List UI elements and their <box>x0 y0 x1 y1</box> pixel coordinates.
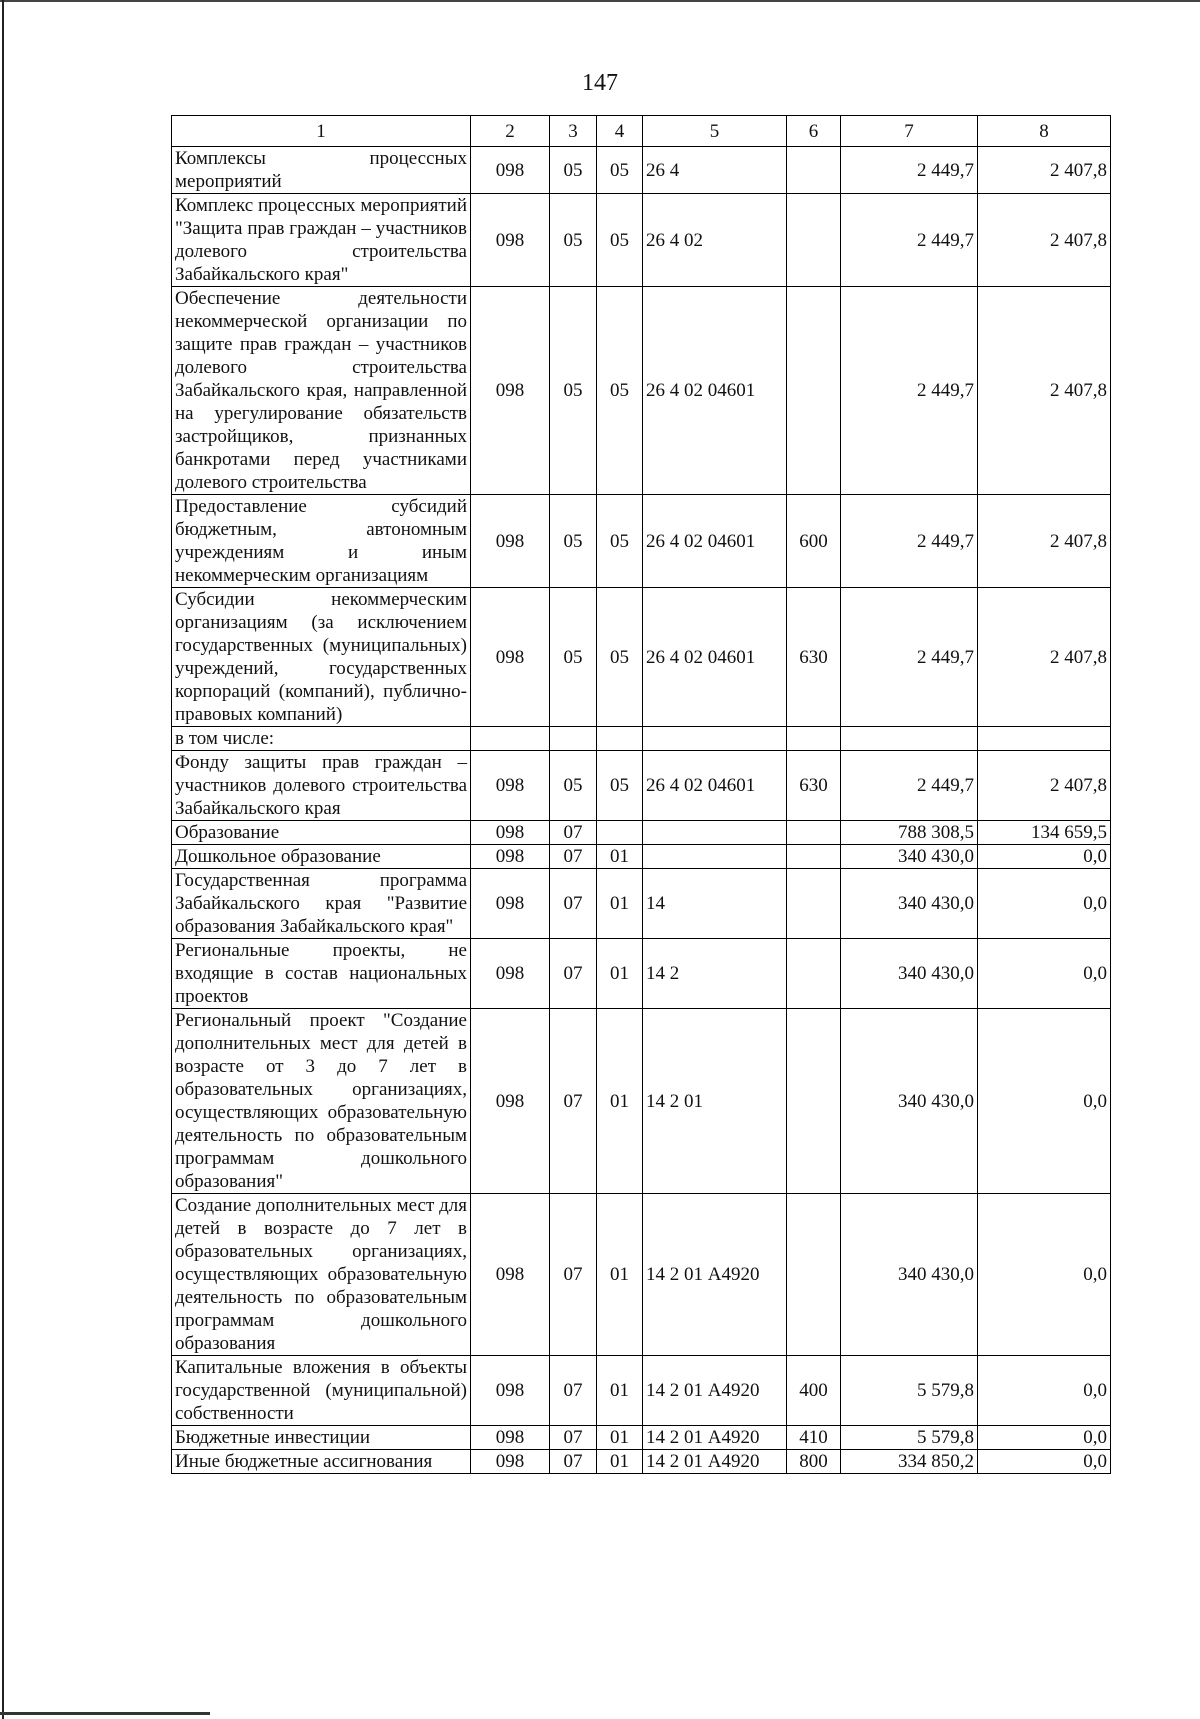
subsection-code-cell: 01 <box>597 1009 643 1194</box>
row-name-cell: в том числе: <box>172 727 471 751</box>
row-name-cell: Создание дополнительных мест для детей в возрасте до 7 лет в образовательных организациях, осуществляющих образовательную деятельность по образовательным программам дошкольного образования <box>172 1194 471 1356</box>
amount-year2-cell: 2 407,8 <box>978 287 1111 495</box>
row-name-cell: Предоставление субсидий бюджетным, автономным учреждениям и иным некоммерческим организациям <box>172 495 471 588</box>
amount-year1-cell: 2 449,7 <box>841 287 978 495</box>
subsection-code-cell: 05 <box>597 194 643 287</box>
subsection-code-cell: 05 <box>597 495 643 588</box>
subsection-code-cell: 01 <box>597 1450 643 1474</box>
table-row <box>172 588 1111 727</box>
expense-type-cell <box>787 845 841 869</box>
subsection-code-cell <box>597 727 643 751</box>
amount-year1-cell: 5 579,8 <box>841 1426 978 1450</box>
target-article-cell <box>643 845 787 869</box>
amount-year1-cell: 340 430,0 <box>841 845 978 869</box>
scan-edge-top <box>0 0 1200 2</box>
subsection-code-cell: 05 <box>597 287 643 495</box>
row-name-cell: Образование <box>172 821 471 845</box>
row-name-cell: Региональные проекты, не входящие в состав национальных проектов <box>172 939 471 1009</box>
row-name-cell: Иные бюджетные ассигнования <box>172 1450 471 1474</box>
section-code-cell: 05 <box>550 194 597 287</box>
expense-type-cell <box>787 1009 841 1194</box>
subsection-code-cell: 01 <box>597 1426 643 1450</box>
row-name-cell: Дошкольное образование <box>172 845 471 869</box>
table-row <box>172 1194 1111 1356</box>
target-article-cell: 14 2 01 <box>643 1009 787 1194</box>
gr-code-cell: 098 <box>471 495 550 588</box>
section-code-cell: 05 <box>550 751 597 821</box>
gr-code-cell: 098 <box>471 939 550 1009</box>
table-row <box>172 194 1111 287</box>
expense-type-cell: 410 <box>787 1426 841 1450</box>
row-name-cell: Обеспечение деятельности некоммерческой организации по защите прав граждан – участников долевого строительства Забайкальского края, направленной на урегулирование обязательств застройщиков, признанных банкротами перед участниками долевого строительства <box>172 287 471 495</box>
target-article-cell: 26 4 02 04601 <box>643 287 787 495</box>
gr-code-cell: 098 <box>471 1009 550 1194</box>
scan-edge-left <box>2 0 4 1719</box>
table-row <box>172 1426 1111 1450</box>
section-code-cell: 07 <box>550 939 597 1009</box>
row-name-cell: Капитальные вложения в объекты государственной (муниципальной) собственности <box>172 1356 471 1426</box>
table-row <box>172 287 1111 495</box>
section-code-cell: 07 <box>550 1194 597 1356</box>
expense-type-cell <box>787 821 841 845</box>
amount-year2-cell: 0,0 <box>978 1009 1111 1194</box>
amount-year2-cell: 0,0 <box>978 1450 1111 1474</box>
expense-type-cell: 630 <box>787 751 841 821</box>
amount-year2-cell: 0,0 <box>978 939 1111 1009</box>
section-code-cell: 05 <box>550 147 597 194</box>
col-header-6: 6 <box>787 116 841 147</box>
table-row <box>172 751 1111 821</box>
section-code-cell: 07 <box>550 1009 597 1194</box>
subsection-code-cell: 01 <box>597 1194 643 1356</box>
table-row <box>172 1356 1111 1426</box>
amount-year2-cell: 2 407,8 <box>978 588 1111 727</box>
gr-code-cell: 098 <box>471 1450 550 1474</box>
table-row <box>172 1450 1111 1474</box>
target-article-cell: 14 2 01 А4920 <box>643 1194 787 1356</box>
col-header-4: 4 <box>597 116 643 147</box>
amount-year2-cell <box>978 727 1111 751</box>
budget-table <box>171 115 1111 1474</box>
table-row <box>172 727 1111 751</box>
amount-year1-cell: 788 308,5 <box>841 821 978 845</box>
gr-code-cell: 098 <box>471 751 550 821</box>
section-code-cell: 07 <box>550 845 597 869</box>
amount-year1-cell: 340 430,0 <box>841 1009 978 1194</box>
amount-year2-cell: 0,0 <box>978 1356 1111 1426</box>
target-article-cell <box>643 727 787 751</box>
amount-year1-cell: 2 449,7 <box>841 495 978 588</box>
row-name-cell: Комплекс процессных мероприятий "Защита прав граждан – участников долевого строительства Забайкальского края" <box>172 194 471 287</box>
target-article-cell <box>643 821 787 845</box>
amount-year2-cell: 2 407,8 <box>978 495 1111 588</box>
row-name-cell: Региональный проект "Создание дополнительных мест для детей в возрасте от 3 до 7 лет в образовательных организациях, осуществляющих образовательную деятельность по образовательным программам дошкольного образования" <box>172 1009 471 1194</box>
table-row <box>172 869 1111 939</box>
col-header-8: 8 <box>978 116 1111 147</box>
expense-type-cell <box>787 1194 841 1356</box>
amount-year2-cell: 134 659,5 <box>978 821 1111 845</box>
gr-code-cell: 098 <box>471 1194 550 1356</box>
table-row <box>172 939 1111 1009</box>
target-article-cell: 14 2 01 А4920 <box>643 1426 787 1450</box>
subsection-code-cell: 01 <box>597 939 643 1009</box>
scan-edge-bottom <box>0 1712 210 1715</box>
table-row <box>172 147 1111 194</box>
amount-year2-cell: 0,0 <box>978 1426 1111 1450</box>
table-row <box>172 845 1111 869</box>
amount-year1-cell: 2 449,7 <box>841 588 978 727</box>
gr-code-cell: 098 <box>471 1356 550 1426</box>
section-code-cell <box>550 727 597 751</box>
amount-year1-cell: 2 449,7 <box>841 194 978 287</box>
amount-year2-cell: 2 407,8 <box>978 751 1111 821</box>
subsection-code-cell: 05 <box>597 588 643 727</box>
col-header-2: 2 <box>471 116 550 147</box>
expense-type-cell <box>787 194 841 287</box>
subsection-code-cell: 05 <box>597 147 643 194</box>
section-code-cell: 07 <box>550 821 597 845</box>
row-name-cell: Комплексы процессных мероприятий <box>172 147 471 194</box>
expense-type-cell <box>787 939 841 1009</box>
expense-type-cell <box>787 287 841 495</box>
target-article-cell: 14 2 01 А4920 <box>643 1356 787 1426</box>
amount-year2-cell: 2 407,8 <box>978 194 1111 287</box>
gr-code-cell: 098 <box>471 588 550 727</box>
amount-year1-cell: 2 449,7 <box>841 147 978 194</box>
target-article-cell: 26 4 02 04601 <box>643 751 787 821</box>
target-article-cell: 26 4 02 <box>643 194 787 287</box>
expense-type-cell: 800 <box>787 1450 841 1474</box>
gr-code-cell: 098 <box>471 287 550 495</box>
expense-type-cell <box>787 727 841 751</box>
subsection-code-cell: 01 <box>597 845 643 869</box>
target-article-cell: 14 <box>643 869 787 939</box>
subsection-code-cell: 01 <box>597 869 643 939</box>
gr-code-cell: 098 <box>471 1426 550 1450</box>
col-header-7: 7 <box>841 116 978 147</box>
amount-year1-cell <box>841 727 978 751</box>
expense-type-cell <box>787 869 841 939</box>
col-header-1: 1 <box>172 116 471 147</box>
row-name-cell: Субсидии некоммерческим организациям (за исключением государственных (муниципальных) учреждений, государственных корпораций (компаний), публично-правовых компаний) <box>172 588 471 727</box>
table-row <box>172 495 1111 588</box>
amount-year2-cell: 2 407,8 <box>978 147 1111 194</box>
row-name-cell: Бюджетные инвестиции <box>172 1426 471 1450</box>
target-article-cell: 26 4 02 04601 <box>643 588 787 727</box>
target-article-cell: 26 4 02 04601 <box>643 495 787 588</box>
target-article-cell: 14 2 <box>643 939 787 1009</box>
section-code-cell: 07 <box>550 1426 597 1450</box>
section-code-cell: 05 <box>550 588 597 727</box>
amount-year1-cell: 5 579,8 <box>841 1356 978 1426</box>
target-article-cell: 14 2 01 А4920 <box>643 1450 787 1474</box>
col-header-5: 5 <box>643 116 787 147</box>
amount-year2-cell: 0,0 <box>978 869 1111 939</box>
section-code-cell: 07 <box>550 869 597 939</box>
section-code-cell: 07 <box>550 1356 597 1426</box>
amount-year1-cell: 340 430,0 <box>841 869 978 939</box>
gr-code-cell: 098 <box>471 194 550 287</box>
amount-year1-cell: 334 850,2 <box>841 1450 978 1474</box>
section-code-cell: 05 <box>550 495 597 588</box>
target-article-cell: 26 4 <box>643 147 787 194</box>
table-row <box>172 821 1111 845</box>
gr-code-cell: 098 <box>471 869 550 939</box>
subsection-code-cell <box>597 821 643 845</box>
amount-year2-cell: 0,0 <box>978 845 1111 869</box>
table-body <box>172 116 1111 1474</box>
expense-type-cell: 630 <box>787 588 841 727</box>
col-header-3: 3 <box>550 116 597 147</box>
expense-type-cell: 400 <box>787 1356 841 1426</box>
expense-type-cell <box>787 147 841 194</box>
amount-year1-cell: 2 449,7 <box>841 751 978 821</box>
amount-year1-cell: 340 430,0 <box>841 1194 978 1356</box>
gr-code-cell: 098 <box>471 147 550 194</box>
page-number: 147 <box>582 70 618 96</box>
table-row <box>172 1009 1111 1194</box>
gr-code-cell: 098 <box>471 845 550 869</box>
subsection-code-cell: 05 <box>597 751 643 821</box>
header-row <box>172 116 1111 147</box>
expense-type-cell: 600 <box>787 495 841 588</box>
row-name-cell: Фонду защиты прав граждан – участников долевого строительства Забайкальского края <box>172 751 471 821</box>
amount-year2-cell: 0,0 <box>978 1194 1111 1356</box>
section-code-cell: 05 <box>550 287 597 495</box>
gr-code-cell <box>471 727 550 751</box>
amount-year1-cell: 340 430,0 <box>841 939 978 1009</box>
section-code-cell: 07 <box>550 1450 597 1474</box>
row-name-cell: Государственная программа Забайкальского края "Развитие образования Забайкальского края" <box>172 869 471 939</box>
subsection-code-cell: 01 <box>597 1356 643 1426</box>
gr-code-cell: 098 <box>471 821 550 845</box>
